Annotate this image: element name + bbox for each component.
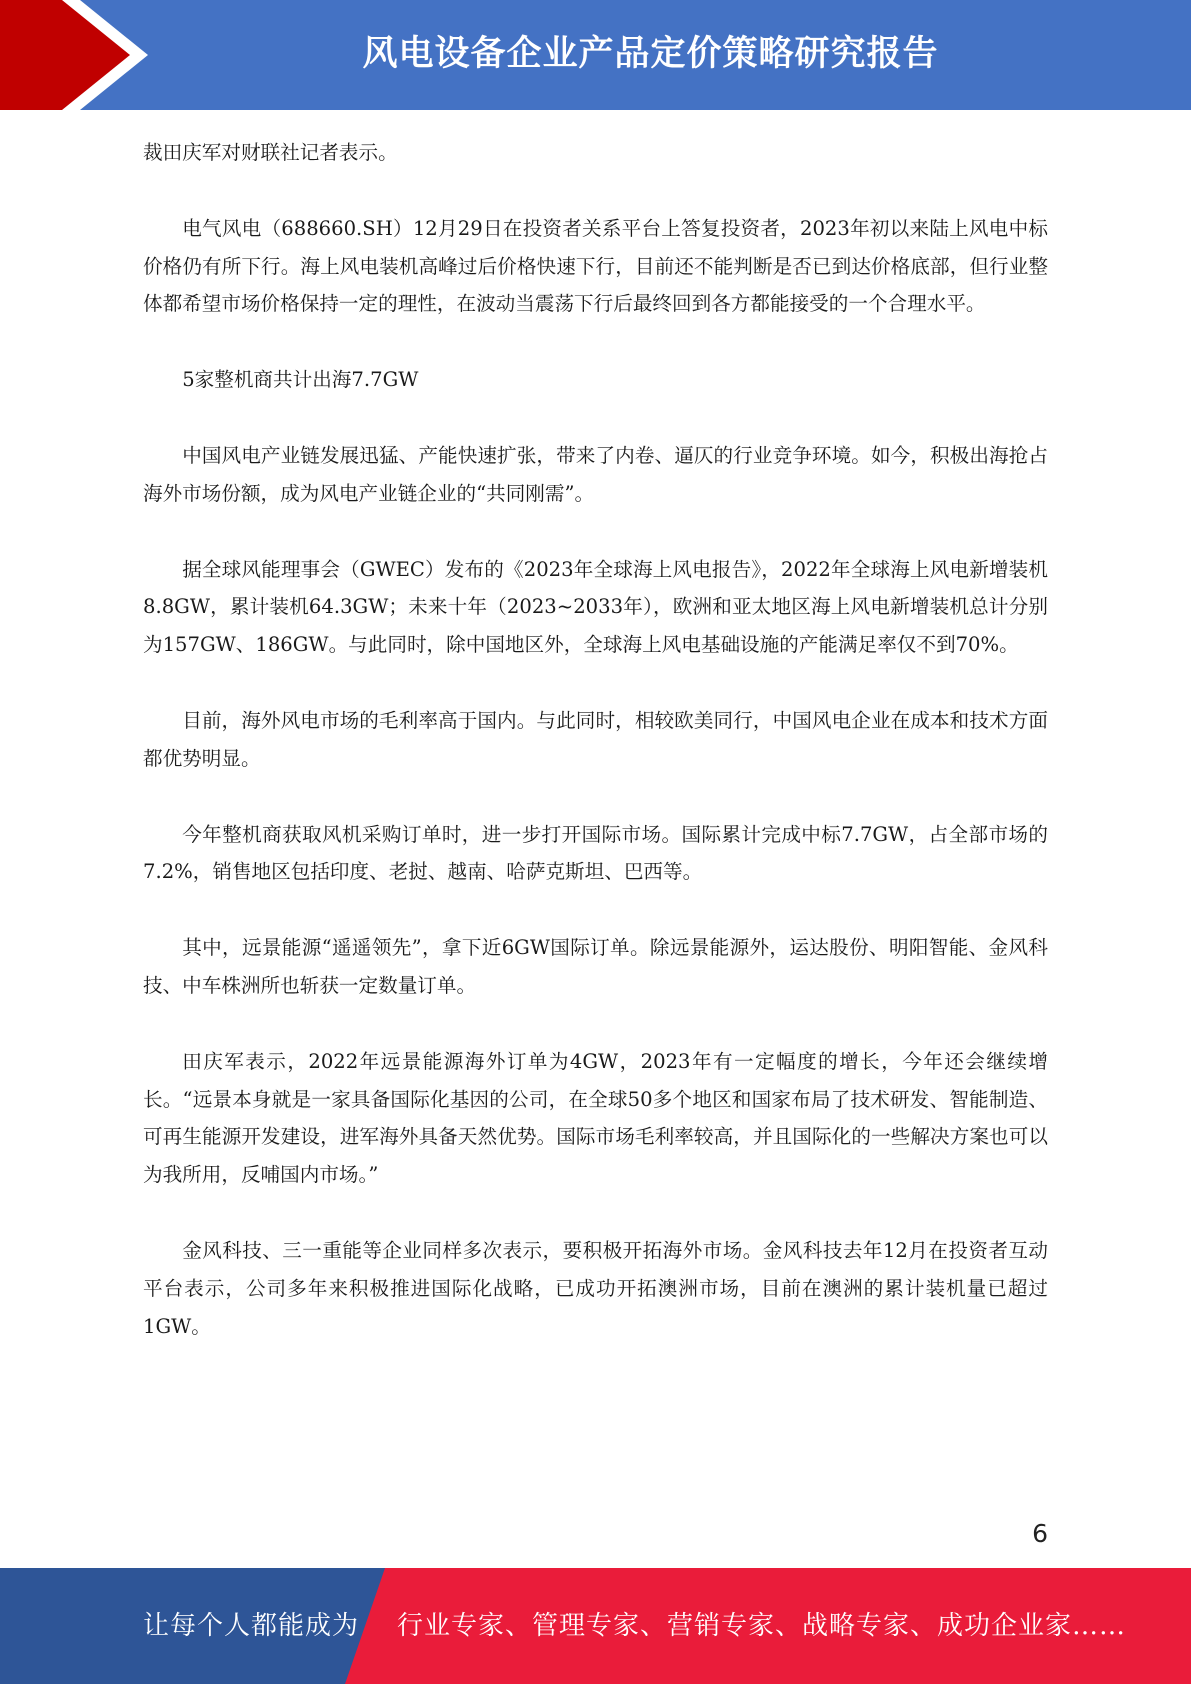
paragraph-3: 中国风电产业链发展迅猛、产能快速扩张，带来了内卷、逼仄的行业竞争环境。如今，积极出海抢占海外市场份额，成为风电产业链企业的“共同刚需”。 xyxy=(143,443,1048,505)
paragraph-5: 目前，海外风电市场的毛利率高于国内。与此同时，相较欧美同行，中国风电企业在成本和技术方面都优势明显。 xyxy=(143,708,1048,770)
page-footer xyxy=(0,1568,1191,1684)
paragraph-7: 其中，远景能源“遥遥领先”，拿下近6GW国际订单。除远景能源外，运达股份、明阳智能、金风科技、中车株洲所也斩获一定数量订单。 xyxy=(143,936,1048,997)
paragraph-4: 据全球风能理事会（GWEC）发布的《2023年全球海上风电报告》，2022年全球海上风电新增装机8.8GW，累计装机64.3GW；未来十年（2023~2033年），欧洲和亚太地区海上风电新增装机总计分别为157GW、186GW。与此同时，除中国地区外，全球海上风电基础设施的产能满足率仅不到70%。 xyxy=(143,557,1048,657)
paragraph-2: 电气风电（688660.SH）12月29日在投资者关系平台上答复投资者，2023年初以来陆上风电中标价格仍有所下行。海上风电装机高峰过后价格快速下行，目前还不能判断是否已到达价格底部，但行业整体都希望市场价格保持一定的理性，在波动当震荡下行后最终回到各方都能接受的一个合理水平。 xyxy=(143,216,1048,316)
paragraph-6: 今年整机商获取风机采购订单时，进一步打开国际市场。国际累计完成中标7.7GW，占全部市场的7.2%，销售地区包括印度、老挝、越南、哈萨克斯坦、巴西等。 xyxy=(143,822,1048,884)
paragraph-1: 裁田庆军对财联社记者表示。 xyxy=(143,141,398,164)
paragraph-8: 田庆军表示，2022年远景能源海外订单为4GW，2023年有一定幅度的增长，今年还会继续增长。“远景本身就是一家具备国际化基因的公司，在全球50多个地区和国家布局了技术研发、智能制造、可再生能源开发建设，进军海外具备天然优势。国际市场毛利率较高，并且国际化的一些解决方案也可以为我所用，反哺国内市场。” xyxy=(143,1049,1048,1187)
report-title: 风电设备企业产品定价策略研究报告 xyxy=(362,34,939,74)
paragraph-9: 金风科技、三一重能等企业同样多次表示，要积极开拓海外市场。金风科技去年12月在投资者互动平台表示，公司多年来积极推进国际化战略，已成功开拓澳洲市场，目前在澳洲的累计装机量已超过1GW。 xyxy=(143,1238,1048,1338)
page-number: 6 xyxy=(1032,1519,1048,1548)
page-header xyxy=(0,0,1191,110)
section-subheading: 5家整机商共计出海7.7GW xyxy=(182,368,419,392)
footer-slogan-left: 让每个人都能成为 xyxy=(143,1611,360,1641)
footer-slogan-right: 行业专家、管理专家、营销专家、战略专家、成功企业家…… xyxy=(397,1611,1127,1641)
article-body xyxy=(143,134,1048,1383)
